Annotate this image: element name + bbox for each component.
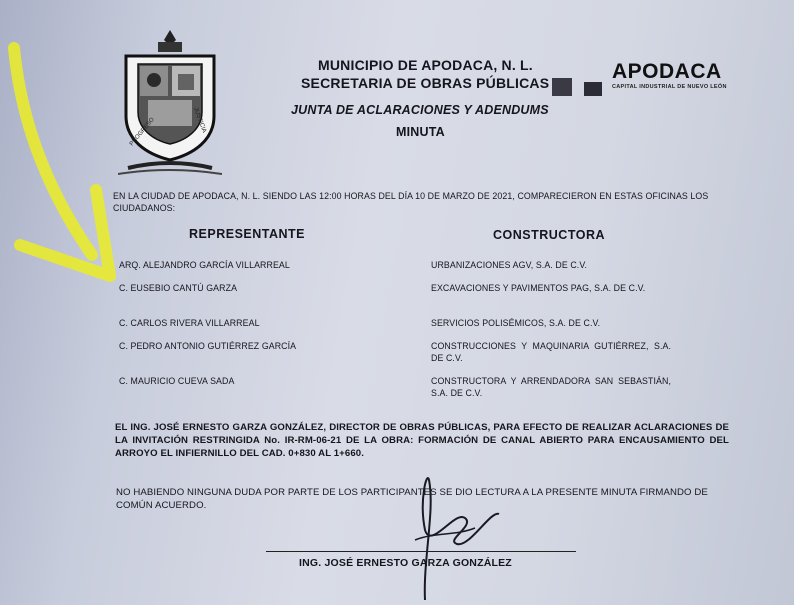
constructora-cell: EXCAVACIONES Y PAVIMENTOS PAG, S.A. DE C.V. [431, 283, 646, 293]
apodaca-brand-subtitle: CAPITAL INDUSTRIAL DE NUEVO LEÓN [612, 84, 727, 90]
constructora-cell: CONSTRUCCIONES Y MAQUINARIA GUTIÉRREZ, S.A. DE C.V. [431, 341, 671, 363]
column-header-constructora: CONSTRUCTORA [493, 228, 606, 242]
director-paragraph: EL ING. JOSÉ ERNESTO GARZA GONZÁLEZ, DIRECTOR DE OBRAS PÚBLICAS, PARA EFECTO DE REALIZAR ACLARACIONES DE LA INVITACIÓN RESTRINGIDA No. IR-RM-06-21 DE LA OBRA: FORMACIÓN DE CANAL ABIERTO PARA ENCAUSAMIENTO DEL ARROYO EL INFIERNILLO DEL CAD. 0+830 AL 1+660. [115, 422, 729, 459]
header-municipio: MUNICIPIO DE APODACA, N. L. [318, 57, 533, 73]
representante-cell: ARQ. ALEJANDRO GARCÍA VILLARREAL [119, 260, 290, 270]
constructora-cell: URBANIZACIONES AGV, S.A. DE C.V. [431, 260, 588, 270]
column-header-representante: REPRESENTANTE [189, 227, 306, 241]
building-logo-icon [584, 82, 602, 96]
signature-line [266, 551, 576, 552]
apodaca-brand-logo: APODACA [612, 60, 722, 83]
representante-cell: C. MAURICIO CUEVA SADA [119, 376, 235, 386]
handwritten-signature [395, 470, 505, 605]
header-minuta: MINUTA [396, 125, 445, 139]
closing-paragraph: NO HABIENDO NINGUNA DUDA POR PARTE DE LOS PARTICIPANTES SE DIO LECTURA A LA PRESENTE MINUTA FIRMANDO DE COMÚN ACUERDO. [116, 487, 708, 511]
highlight-arrow-icon [0, 40, 130, 290]
intro-paragraph: EN LA CIUDAD DE APODACA, N. L. SIENDO LAS 12:00 HORAS DEL DÍA 10 DE MARZO DE 2021, COMPARECIERON EN ESTAS OFICINAS LOS CIUDADANOS: [113, 191, 709, 213]
header-junta: JUNTA DE ACLARACIONES Y ADENDUMS [291, 103, 549, 117]
government-seal-icon [552, 78, 572, 96]
signatory-name: ING. JOSÉ ERNESTO GARZA GONZÁLEZ [299, 557, 512, 569]
svg-text:JUSTICIA: JUSTICIA [192, 106, 207, 134]
constructora-cell: SERVICIOS POLISÉMICOS, S.A. DE C.V. [431, 318, 601, 328]
representante-cell: C. EUSEBIO CANTÚ GARZA [119, 283, 238, 293]
representante-cell: C. CARLOS RIVERA VILLARREAL [119, 318, 260, 328]
header-secretaria: SECRETARIA DE OBRAS PÚBLICAS [301, 75, 550, 91]
constructora-cell: CONSTRUCTORA Y ARRENDADORA SAN SEBASTIÁN, S.A. DE C.V. [431, 376, 671, 398]
svg-text:PROGRESO: PROGRESO [128, 116, 156, 148]
representante-cell: C. PEDRO ANTONIO GUTIÉRREZ GARCÍA [119, 341, 297, 351]
coat-of-arms-logo [118, 28, 222, 178]
